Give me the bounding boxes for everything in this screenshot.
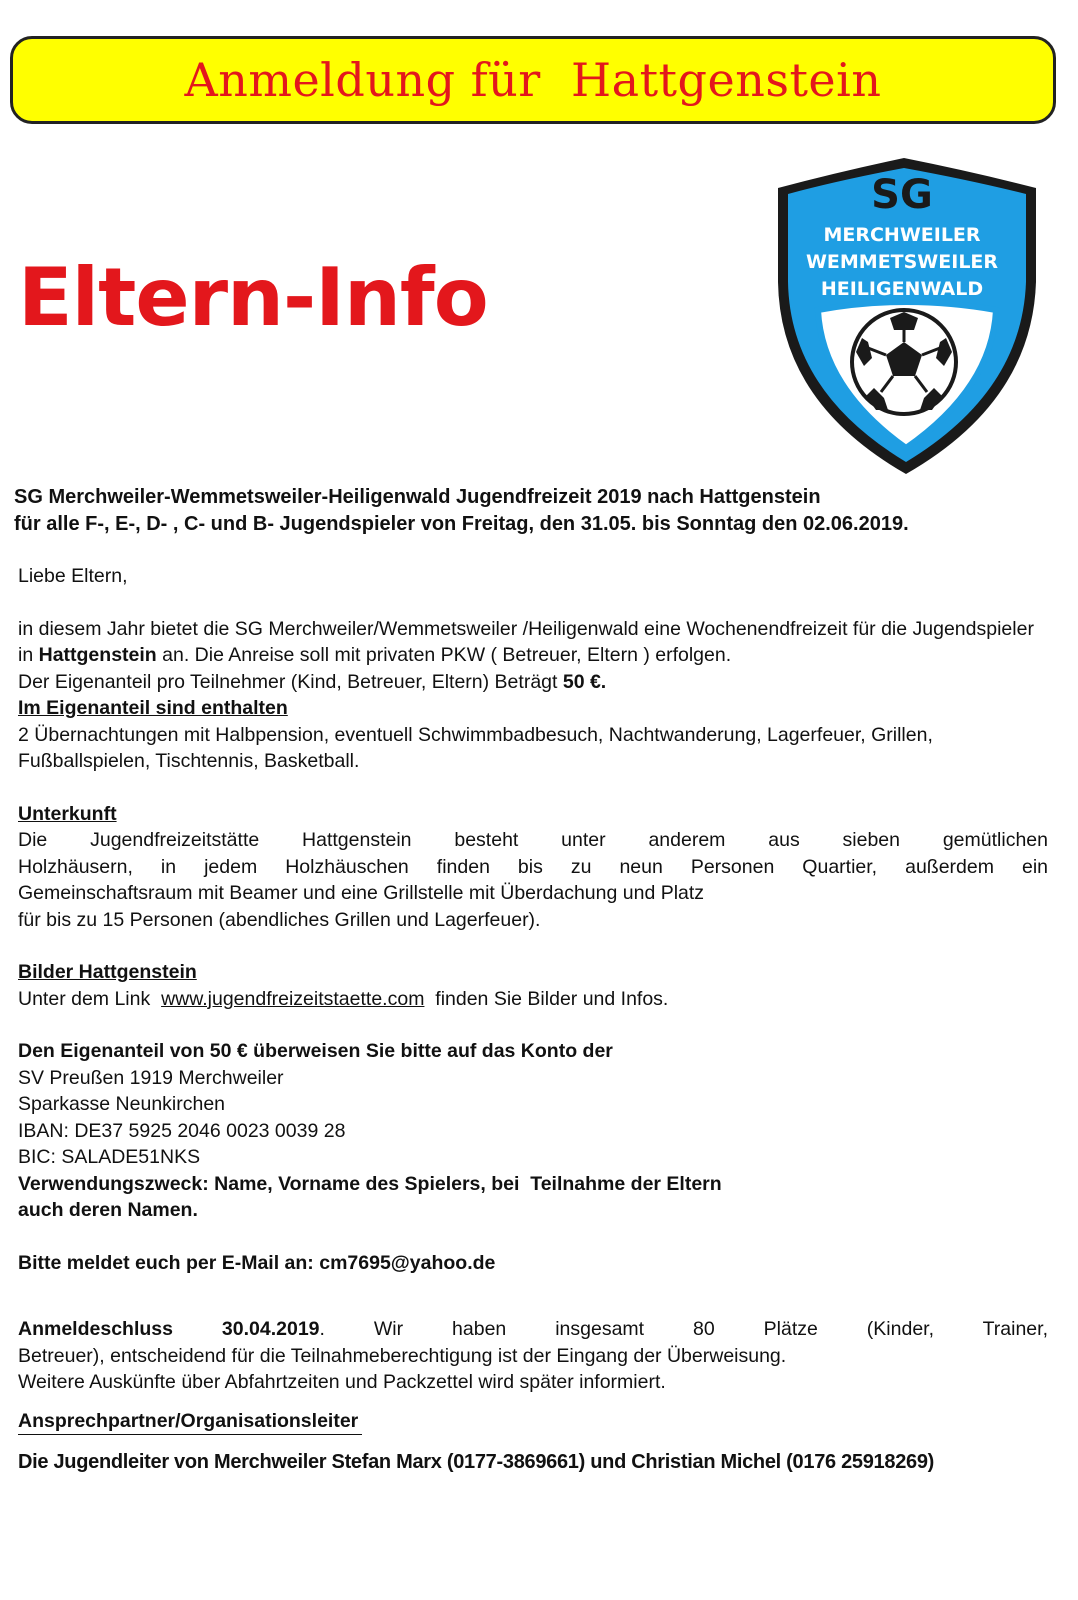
accommodation-line-3: Gemeinschaftsraum mit Beamer und eine Grillstelle mit Überdachung und Platz [18,882,705,904]
accommodation-line-4: für bis zu 15 Personen (abendliches Grillen und Lagerfeuer). [18,908,541,931]
greeting: Liebe Eltern, [18,565,128,587]
deadline-line-3: Weitere Auskünfte über Abfahrtzeiten und Packzettel wird später informiert. [18,1371,666,1393]
cost-value: 50 €. [562,670,607,693]
title-banner [10,36,1056,124]
logo-line-1: MERCHWEILER [823,224,981,246]
soccer-ball-icon [852,310,956,414]
contact-heading: Ansprechpartner/Organisationsleiter [18,1408,362,1436]
payment-heading: Den Eigenanteil von 50 € überweisen Sie bitte auf das Konto der [18,1040,613,1062]
logo-line-3: HEILIGENWALD [820,278,984,300]
purpose-line-1: Verwendungszweck: Name, Vorname des Spielers, bei Teilnahme der Eltern [18,1172,722,1195]
eltern-info-heading: Eltern-Info [18,251,488,344]
accommodation-line-2: Holzhäusern, in jedem Holzhäuschen finden bis zu neun Personen Quartier, außerdem ein [18,855,1048,878]
contact-heading-row [18,1408,1048,1436]
accommodation-line-1: Die Jugendfreizeitstätte Hattgenstein besteht unter anderem aus sieben gemütlichen [18,829,1048,851]
banner-title: Anmeldung für Hattgenstein [184,53,882,107]
bic: BIC: SALADE51NKS [18,1146,201,1168]
deadline-label: Anmeldeschluss 30.04.2019 [18,1318,320,1340]
iban: IBAN: DE37 5925 2046 0023 0039 28 [18,1119,346,1142]
deadline-line-1: Anmeldeschluss 30.04.2019. Wir haben insgesamt 80 Plätze (Kinder, Trainer, [18,1318,1048,1340]
signup-email: Bitte meldet euch per E-Mail an: cm7695@yahoo.de [18,1251,496,1274]
letter-content [14,484,1048,1476]
account-holder: SV Preußen 1919 Merchweiler [18,1066,284,1089]
included-heading: Im Eigenanteil sind enthalten [18,697,288,719]
pictures-line: Unter dem Link www.jugendfreizeitstaette.com finden Sie Bilder und Infos. [18,987,669,1010]
intro-line-1: SG Merchweiler-Wemmetsweiler-Heiligenwald Jugendfreizeit 2019 nach Hattgenstein [14,486,821,508]
cost-line: Der Eigenanteil pro Teilnehmer (Kind, Betreuer, Eltern) Beträgt 50 €. [18,670,607,693]
club-logo [774,152,1064,482]
contact-text: Die Jugendleiter von Merchweiler Stefan Marx (0177-3869661) und Christian Michel (0176 25918269) [18,1451,935,1473]
intro-line-2: für alle F-, E-, D- , C- und B- Jugendspieler von Freitag, den 31.05. bis Sonntag den 02.06.2019. [14,512,909,535]
purpose-line-2: auch deren Namen. [18,1199,198,1221]
bank-name: Sparkasse Neunkirchen [18,1093,226,1115]
pictures-heading: Bilder Hattgenstein [18,961,197,983]
pictures-link[interactable]: www.jugendfreizeitstaette.com [161,987,425,1010]
paragraph-offer: in diesem Jahr bietet die SG Merchweiler/Wemmetsweiler /Heiligenwald eine Wochenendfreizeit für die Jugendspieler in Hattgenstein an. Die Anreise soll mit privaten PKW ( Betreuer, Eltern ) erfolgen. [18,617,1034,666]
place-name: Hattgenstein [38,644,157,666]
logo-line-2: WEMMETSWEILER [805,251,999,273]
included-text: 2 Übernachtungen mit Halbpension, eventuell Schwimmbadbesuch, Nachtwanderung, Lagerfeuer, Grillen, Fußballspielen, Tischtennis, Basketball. [18,723,933,772]
logo-sg: SG [871,172,933,218]
deadline-line-2: Betreuer), entscheidend für die Teilnahmeberechtigung ist der Eingang der Überweisung. [18,1344,787,1367]
accommodation-heading: Unterkunft [18,802,117,825]
